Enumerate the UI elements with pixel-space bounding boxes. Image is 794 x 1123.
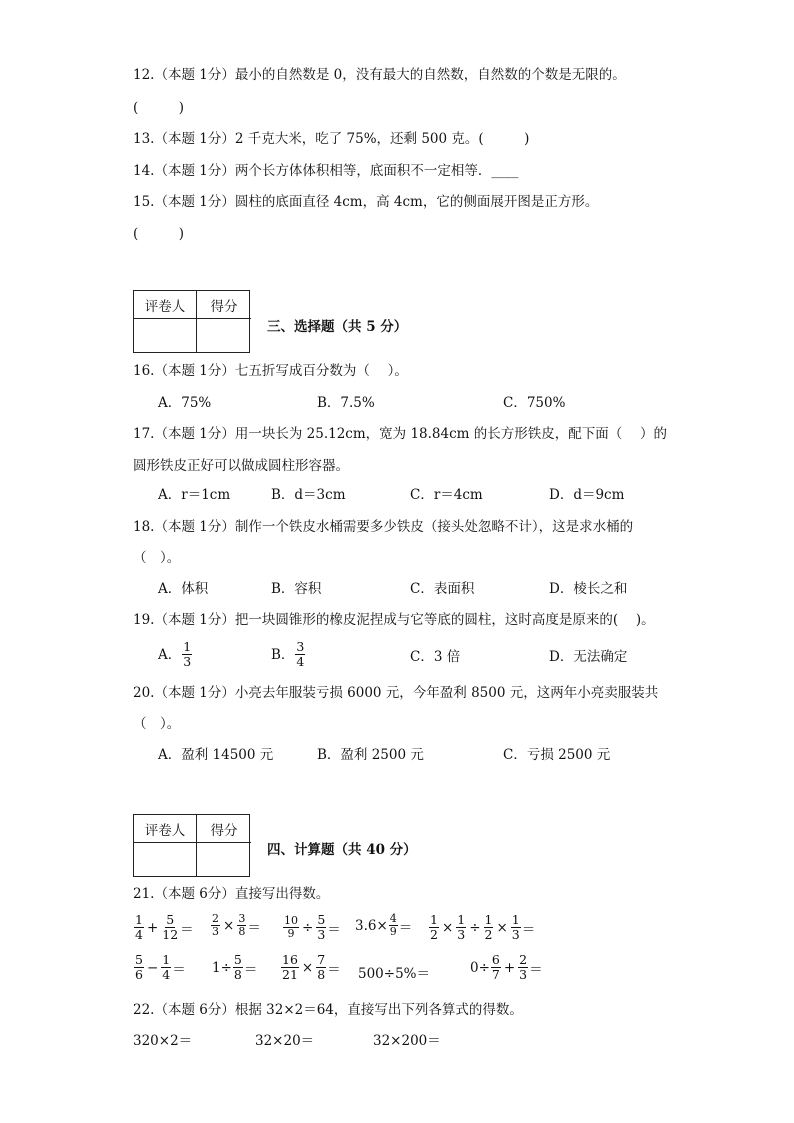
score-box-section3 — [133, 290, 250, 353]
section4-title: 四、计算题（共 40 分） — [267, 842, 417, 858]
fraction — [281, 953, 299, 982]
operator: × — [301, 959, 314, 976]
numerator: 2 — [212, 912, 219, 925]
grader-cell[interactable] — [134, 843, 197, 876]
q15-text: 15.（本题 1分）圆柱的底面直径 4cm，高 4cm，它的侧面展开图是正方形。 — [133, 194, 599, 210]
denominator: 4 — [162, 967, 171, 982]
calc-expression-7 — [212, 953, 257, 982]
prefix: 1÷ — [212, 959, 232, 976]
q18-text: 18.（本题 1分）制作一个铁皮水桶需要多少铁皮（接头处忽略不计），这是求水桶的 — [133, 519, 634, 535]
calc-expression-1 — [133, 913, 194, 942]
equals: ＝ — [247, 919, 261, 936]
calc-expression-8 — [280, 953, 341, 982]
denominator: 8 — [238, 925, 246, 938]
equals: ＝ — [521, 921, 536, 938]
q19-option-c[interactable]: C．3 倍 — [410, 649, 461, 665]
denominator: 4 — [296, 654, 305, 669]
q17-option-c[interactable]: C．r＝4cm — [410, 487, 483, 503]
fraction — [484, 913, 494, 942]
calc-expression-5 — [428, 913, 535, 942]
numerator: 1 — [511, 912, 520, 927]
numerator: 2 — [519, 952, 528, 967]
denominator: 21 — [282, 967, 298, 982]
score-cell[interactable] — [197, 843, 251, 876]
fraction — [134, 913, 144, 942]
equals: ＝ — [180, 921, 194, 938]
calc-expression-6 — [133, 953, 186, 982]
fraction — [456, 913, 466, 942]
operator: × — [496, 919, 508, 936]
q13-text: 13.（本题 1分）2 千克大米，吃了 75%，还剩 500 克。( ) — [133, 131, 530, 147]
numerator: 1 — [484, 912, 493, 927]
score-box-section4 — [133, 814, 250, 877]
numerator: 3 — [296, 639, 305, 654]
q20-option-b[interactable]: B．盈利 2500 元 — [317, 747, 424, 763]
fraction — [491, 953, 501, 982]
fraction — [161, 913, 179, 942]
fraction — [511, 913, 521, 942]
score-cell[interactable] — [197, 319, 251, 352]
q19-text: 19.（本题 1分）把一块圆锥形的橡皮泥捏成与它等底的圆柱，这时高度是原来的( )。 — [133, 612, 655, 628]
denominator: 3 — [519, 967, 528, 982]
denominator: 8 — [233, 967, 242, 982]
numerator: 5 — [166, 912, 175, 927]
q19-option-b-label: B． — [271, 646, 295, 663]
numerator: 5 — [135, 952, 143, 967]
grader-label: 评卷人 — [134, 815, 197, 843]
denominator: 4 — [135, 927, 143, 942]
fraction — [429, 913, 439, 942]
numerator: 1 — [430, 912, 438, 927]
denominator: 3 — [183, 654, 192, 669]
numerator: 6 — [491, 952, 500, 967]
denominator: 9 — [389, 925, 397, 938]
denominator: 7 — [491, 967, 500, 982]
numerator: 5 — [317, 912, 326, 927]
numerator: 1 — [457, 912, 466, 927]
q18-option-b[interactable]: B．容积 — [271, 581, 322, 597]
equals: ＝ — [327, 961, 341, 978]
q22-text: 22.（本题 6分）根据 32×2＝64，直接写出下列各算式的得数。 — [133, 1002, 523, 1018]
q18-option-a[interactable]: A．体积 — [158, 581, 209, 597]
fraction — [161, 953, 171, 982]
q22-item-1: 320×2＝ — [133, 1033, 193, 1049]
section3-title: 三、选择题（共 5 分） — [267, 319, 408, 335]
q16-text: 16.（本题 1分）七五折写成百分数为（ ）。 — [133, 363, 408, 379]
q20-option-a[interactable]: A．盈利 14500 元 — [158, 747, 274, 763]
calc-expression-9 — [358, 962, 430, 982]
equals: ＝ — [398, 919, 413, 936]
q19-option-d[interactable]: D．无法确定 — [549, 649, 628, 665]
operator: + — [146, 919, 159, 936]
denominator: 12 — [162, 927, 179, 942]
denominator: 2 — [484, 927, 493, 942]
operator: + — [503, 959, 516, 976]
operator: ÷ — [302, 919, 314, 936]
q17-option-a[interactable]: A．r＝1cm — [158, 487, 231, 503]
q12-text: 12.（本题 1分）最小的自然数是 0，没有最大的自然数，自然数的个数是无限的。 — [133, 67, 626, 83]
numerator: 5 — [233, 952, 242, 967]
q12-answer-paren[interactable]: ( ) — [133, 100, 185, 116]
fraction — [518, 953, 528, 982]
q17-option-b[interactable]: B．d＝3cm — [271, 487, 346, 503]
score-label: 得分 — [197, 291, 251, 319]
denominator: 8 — [317, 967, 326, 982]
q15-answer-paren[interactable]: ( ) — [133, 226, 185, 242]
q20-text: 20.（本题 1分）小亮去年服装亏损 6000 元，今年盈利 8500 元，这两年小亮卖服装共 — [133, 685, 659, 701]
expression-text: 500÷5%＝ — [358, 966, 430, 982]
score-label: 得分 — [197, 815, 251, 843]
q18-option-d[interactable]: D．棱长之和 — [549, 581, 628, 597]
denominator: 3 — [457, 927, 466, 942]
numerator: 1 — [162, 952, 171, 967]
fraction — [316, 913, 326, 942]
fraction — [237, 913, 246, 938]
fraction — [295, 640, 305, 669]
fraction — [233, 953, 243, 982]
q16-option-c[interactable]: C．750% — [503, 395, 566, 411]
q17-text-2: 圆形铁皮正好可以做成圆柱形容器。 — [133, 458, 349, 474]
numerator: 7 — [317, 952, 326, 967]
denominator: 2 — [430, 927, 438, 942]
fraction — [211, 913, 220, 938]
numerator: 16 — [282, 952, 298, 967]
q17-text: 17.（本题 1分）用一块长为 25.12cm，宽为 18.84cm 的长方形铁皮，配下面（ ）的 — [133, 426, 668, 442]
grader-label: 评卷人 — [134, 291, 197, 319]
fraction — [134, 953, 144, 982]
denominator: 6 — [135, 967, 143, 982]
equals: ＝ — [327, 921, 341, 938]
q22-item-2: 32×20＝ — [255, 1033, 315, 1049]
calc-expression-2 — [210, 913, 261, 938]
q19-option-a[interactable] — [158, 640, 193, 669]
q20-option-c[interactable]: C．亏损 2500 元 — [503, 747, 611, 763]
numerator: 4 — [389, 912, 397, 925]
q19-option-a-label: A． — [158, 646, 182, 663]
prefix: 0÷ — [470, 959, 490, 976]
numerator: 10 — [284, 914, 298, 927]
fraction — [316, 953, 326, 982]
equals: ＝ — [243, 961, 258, 978]
q19-option-b[interactable] — [271, 640, 306, 669]
operator: × — [441, 919, 454, 936]
denominator: 3 — [317, 927, 326, 942]
fraction — [389, 913, 398, 938]
calc-expression-10 — [470, 953, 543, 982]
q16-option-a[interactable]: A．75% — [158, 395, 212, 411]
equals: ＝ — [172, 961, 186, 978]
numerator: 1 — [135, 912, 143, 927]
prefix: 3.6× — [355, 917, 388, 934]
q20-text-2: （ ）。 — [133, 716, 181, 732]
operator: × — [223, 917, 235, 934]
calc-expression-3 — [282, 913, 341, 942]
numerator: 3 — [238, 912, 246, 925]
q16-option-b[interactable]: B．7.5% — [317, 395, 375, 411]
fraction — [182, 640, 192, 669]
operator: ÷ — [469, 919, 481, 936]
numerator: 1 — [183, 639, 192, 654]
denominator: 3 — [212, 925, 219, 938]
q14-text: 14.（本题 1分）两个长方体体积相等，底面积不一定相等．____ — [133, 163, 519, 179]
denominator: 9 — [287, 927, 295, 940]
denominator: 3 — [511, 927, 520, 942]
q18-option-c[interactable]: C．表面积 — [410, 581, 475, 597]
grader-cell[interactable] — [134, 319, 197, 352]
q18-text-2: （ ）。 — [133, 550, 181, 566]
q22-item-3: 32×200＝ — [373, 1033, 441, 1049]
q17-option-d[interactable]: D．d＝9cm — [549, 487, 625, 503]
operator: − — [146, 959, 159, 976]
equals: ＝ — [529, 961, 543, 978]
q21-text: 21.（本题 6分）直接写出得数。 — [133, 886, 330, 902]
calc-expression-4 — [355, 913, 412, 938]
fraction — [283, 915, 299, 940]
